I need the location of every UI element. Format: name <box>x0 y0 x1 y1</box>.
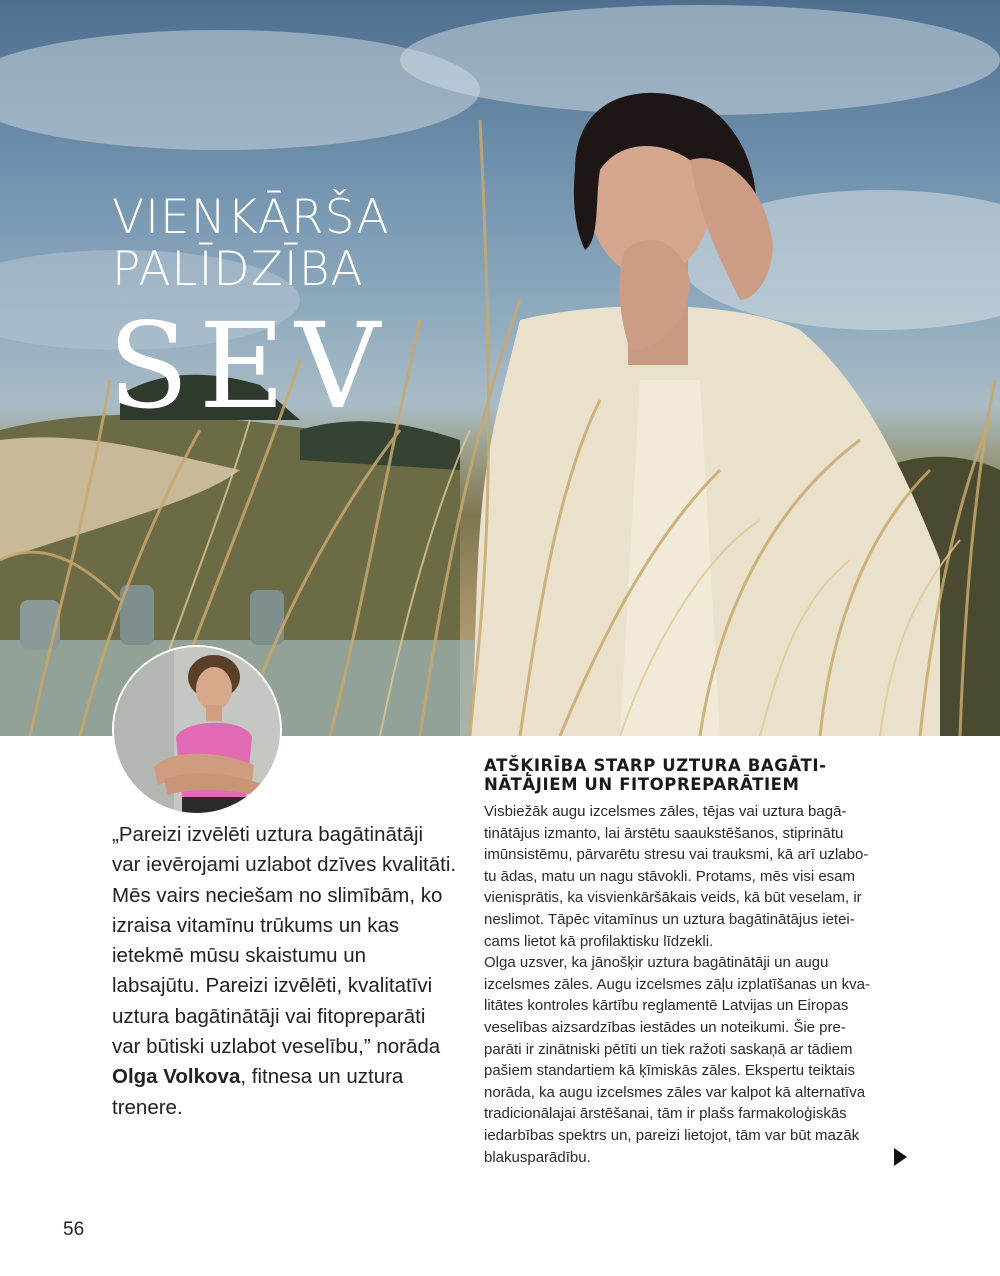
article-line: imūnsistēmu, pārvarētu stresu vai trauksmi, kā arī uzlabo- <box>484 846 869 864</box>
article-heading-line-2: NĀTĀJIEM UN FITOPREPARĀTIEM <box>484 775 800 794</box>
article-line: Olga uzsver, ka jānošķir uztura bagātinātāji un augu <box>484 954 829 972</box>
article-line: blakusparādību. <box>484 1148 591 1166</box>
page-number: 56 <box>63 1219 85 1240</box>
article-line: tradicionālajai ārstēšanai, tām ir plašs farmakoloģiskās <box>484 1105 847 1123</box>
article-line: parāti ir zinātniski pētīti un tiek ražoti saskaņā ar tādiem <box>484 1040 853 1058</box>
article-line: litātes kontroles kārtību reglamentē Latvijas un Eiropas <box>484 997 849 1015</box>
article-line: neslimot. Tāpēc vitamīnus un uztura bagātinātājus ietei- <box>484 910 855 928</box>
quote-author: Olga Volkova <box>112 1065 241 1089</box>
article-body <box>484 801 894 1168</box>
article-line: veselības aizsardzības iestādes un noteikumi. Šie pre- <box>484 1018 846 1036</box>
article-line: cams lietot kā profilaktisku līdzekli. <box>484 932 714 950</box>
article-line: vienisprātis, ka visvienkāršākais veids, kā būt veselam, ir <box>484 889 862 907</box>
headline <box>112 192 452 296</box>
article-line: izcelsmes zāles. Augu izcelsmes zāļu izplatīšanas un kva- <box>484 975 871 993</box>
author-portrait-illustration <box>114 647 282 815</box>
author-avatar <box>112 645 282 815</box>
headline-line-1: VIENKĀRŠA <box>112 190 390 245</box>
quote-author-role: , fitnesa un uztura trenere. <box>112 1065 404 1119</box>
article-line: iedarbības spektrs un, pareizi lietojot, tām var būt mazāk <box>484 1126 860 1144</box>
article-heading <box>484 756 894 794</box>
headline-line-2: PALĪDZĪBA <box>112 242 364 297</box>
article-line: tinātājus izmanto, lai ārstētu saaukstēšanos, stiprinātu <box>484 824 844 842</box>
play-triangle-icon <box>894 1148 907 1166</box>
headline-line-3: SEV <box>108 297 391 435</box>
article-line: tu ādas, matu un nagu stāvokli. Protams, mēs visi esam <box>484 867 855 885</box>
article-line: pašiem standartiem kā ķīmiskās zāles. Ekspertu teiktais <box>484 1062 855 1080</box>
quote-text: „Pareizi izvēlēti uztura bagātinātāji var ievērojami uzlabot dzīves kvalitāti. Mēs vairs neciešam no slimībām, ko izraisa vitamīnu trūkums un kas ietekmē mūsu skaistumu un labsajūtu. Pareizi izvēlēti, kvalitatīvi uztura bagātinātāji vai fitopreparāti var būtiski uzlabot veselību,” norāda <box>112 823 457 1059</box>
article-line: norāda, ka augu izcelsmes zāles var kalpot kā alternatīva <box>484 1083 866 1101</box>
article-heading-line-1: ATŠĶIRĪBA STARP UZTURA BAGĀTI- <box>484 756 827 775</box>
article-line: Visbiežāk augu izcelsmes zāles, tējas vai uztura bagā- <box>484 803 847 820</box>
pull-quote <box>112 820 457 1123</box>
